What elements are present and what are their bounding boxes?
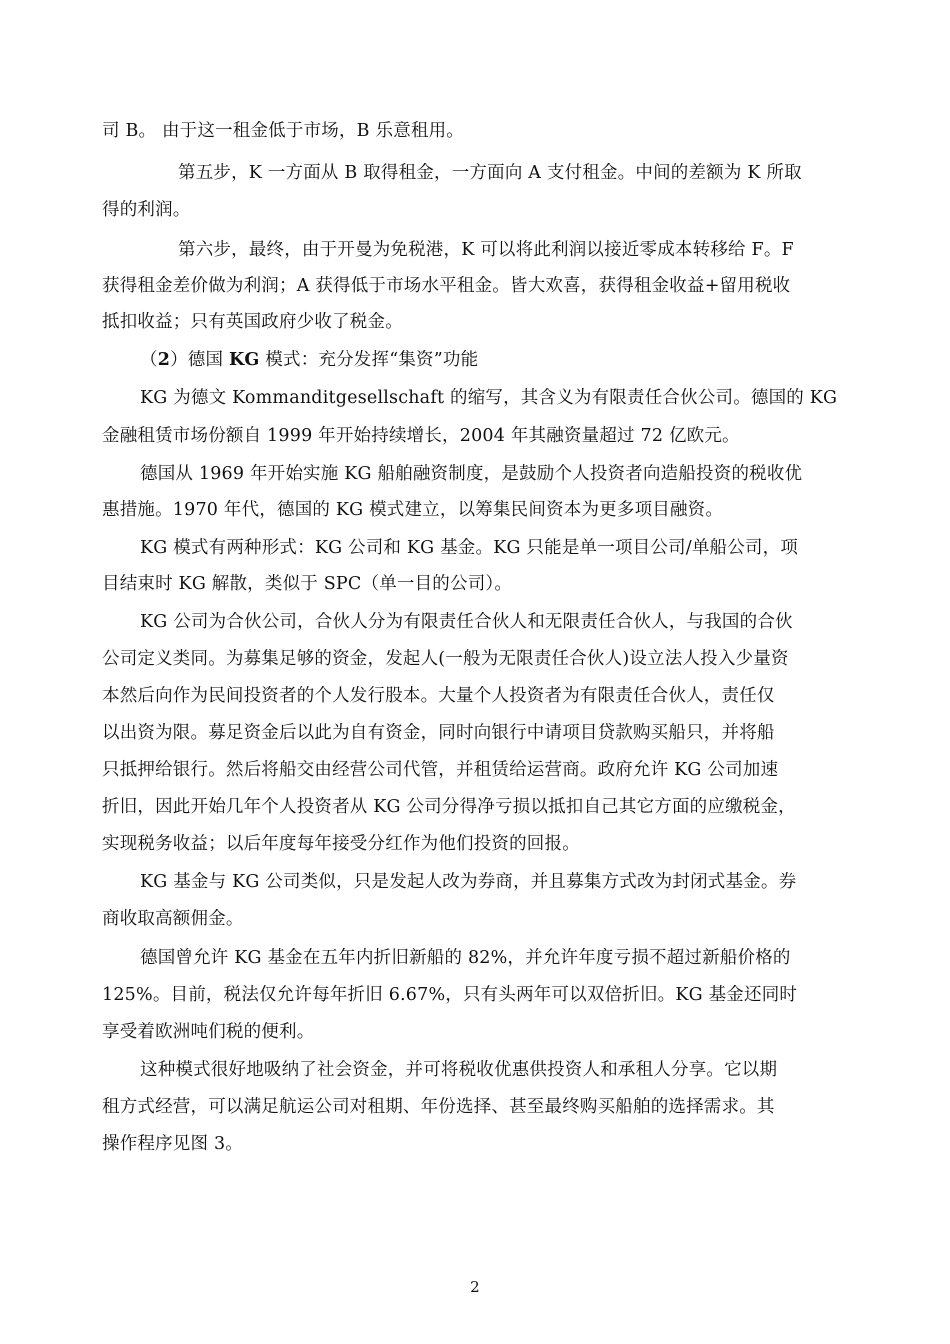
text-line: KG 为德文 Kommanditgesellschaft 的缩写，其含义为有限责任合伙公司。德国的 KG	[140, 388, 838, 408]
page-number: 2	[470, 1278, 480, 1296]
text-line: 商收取高额佣金。	[102, 909, 244, 929]
text-line: 本然后向作为民间投资者的个人发行股本。大量个人投资者为有限责任合伙人，责任仅	[102, 686, 775, 706]
text-line: 享受着欧洲吨们税的便利。	[102, 1022, 315, 1042]
text-line: 惠措施。1970 年代，德国的 KG 模式建立，以筹集民间资本为更多项目融资。	[102, 500, 724, 520]
text-line: 只抵押给银行。然后将船交由经营公司代管，并租赁给运营商。政府允许 KG 公司加速	[102, 760, 779, 780]
text-line: 125%。目前，税法仅允许每年折旧 6.67%，只有头两年可以双倍折旧。KG 基金还同时	[102, 985, 798, 1005]
text-line: 第五步，K 一方面从 B 取得租金，一方面向 A 支付租金。中间的差额为 K 所取	[178, 163, 802, 183]
text-line: 得的利润。	[102, 200, 191, 220]
text-line: 折旧，因此开始几年个人投资者从 KG 公司分得净亏损以抵扣自己其它方面的应缴税金，	[102, 797, 796, 817]
text-line: 获得租金差价做为利润；A 获得低于市场水平租金。皆大欢喜，获得租金收益+留用税收	[102, 276, 791, 296]
heading-number: 2	[157, 350, 171, 370]
text-line: KG 基金与 KG 公司类似，只是发起人改为券商，并且募集方式改为封闭式基金。券	[140, 872, 797, 892]
section-heading	[140, 346, 478, 371]
text-line: 抵扣收益；只有英国政府少收了税金。	[102, 312, 403, 332]
text-line: KG 公司为合伙公司，合伙人分为有限责任合伙人和无限责任合伙人，与我国的合伙	[140, 612, 793, 632]
text-line: 租方式经营，可以满足航运公司对租期、年份选择、甚至最终购买船舶的选择需求。其	[102, 1097, 775, 1117]
text-line: 实现税务收益；以后年度每年接受分红作为他们投资的回报。	[102, 834, 580, 854]
heading-mid: ）德国	[170, 350, 229, 370]
text-line: 金融租赁市场份额自 1999 年开始持续增长，2004 年其融资量超过 72 亿欧元。	[102, 426, 740, 446]
heading-kg: KG	[228, 350, 260, 370]
text-line: KG 模式有两种形式：KG 公司和 KG 基金。KG 只能是单一项目公司/单船公司，项	[140, 538, 799, 558]
text-line: 德国曾允许 KG 基金在五年内折旧新船的 82%，并允许年度亏损不超过新船价格的	[140, 948, 791, 968]
text-line: 以出资为限。募足资金后以此为自有资金，同时向银行中请项目贷款购买船只，并将船	[102, 723, 775, 743]
text-line: 操作程序见图 3。	[102, 1134, 243, 1154]
text-line: 第六步，最终，由于开曼为免税港，K 可以将此利润以接近零成本转移给 F。F	[178, 240, 794, 260]
text-line: 目结束时 KG 解散，类似于 SPC（单一目的公司）。	[102, 574, 513, 594]
text-line: 公司定义类同。为募集足够的资金，发起人(一般为无限责任合伙人)设立法人投入少量资	[102, 649, 789, 669]
heading-rest: 模式：充分发挥“集资”功能	[259, 350, 479, 370]
text-line: 德国从 1969 年开始实施 KG 船舶融资制度，是鼓励个人投资者向造船投资的税收优	[140, 464, 803, 484]
text-line: 司 B。 由于这一租金低于市场，B 乐意租用。	[102, 121, 465, 141]
text-line: 这种模式很好地吸纳了社会资金，并可将税收优惠供投资人和承租人分享。它以期	[140, 1060, 778, 1080]
heading-open: （	[140, 350, 158, 370]
